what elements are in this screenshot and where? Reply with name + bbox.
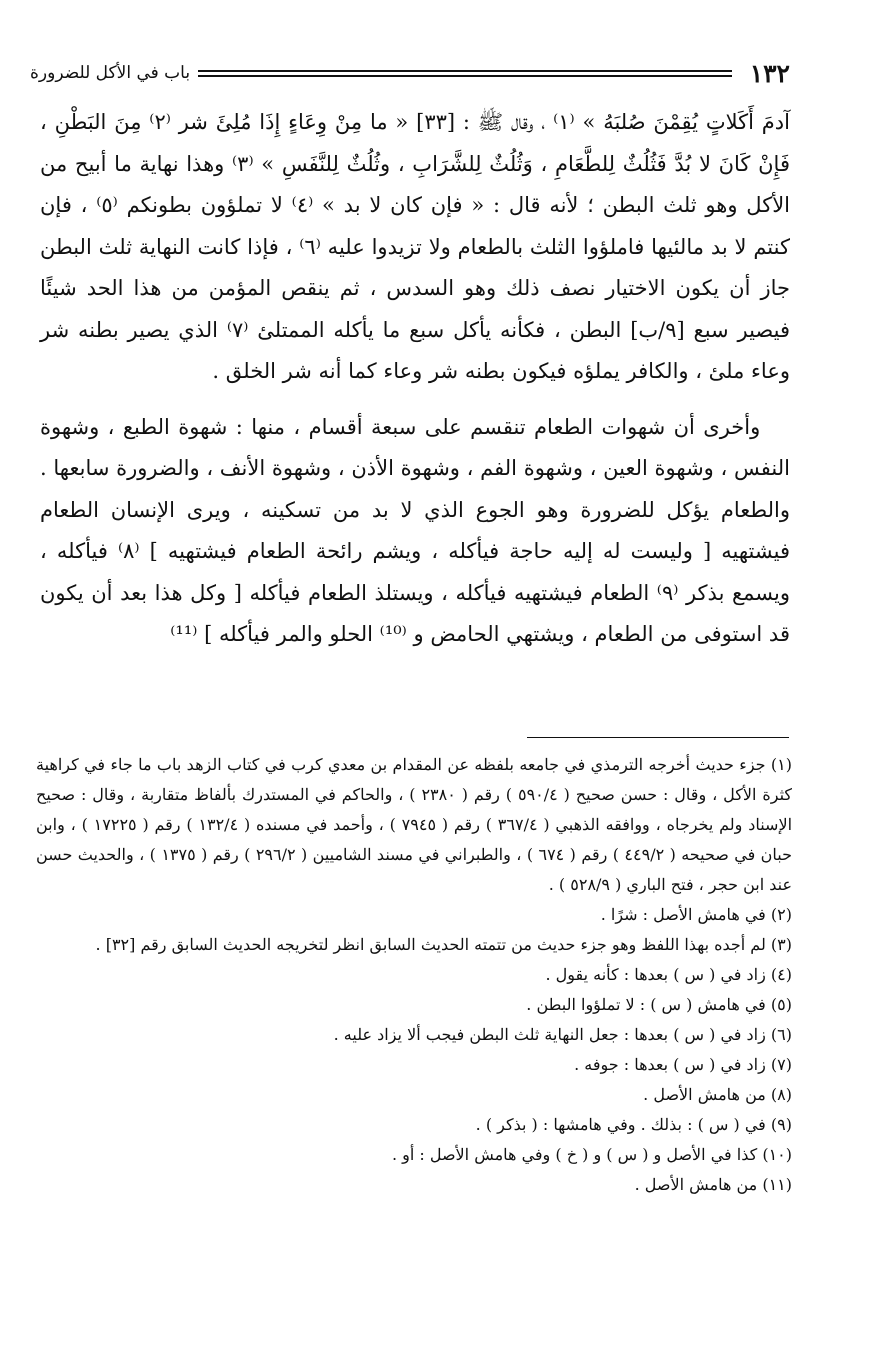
- text-line: آدمَ أَكَلاتٍ يُقِمْنَ صُلبَهُ » ⁽١⁾ ، وقال ﷺ : [٣٣] « ما مِنْ وِعَاءٍ إِذَا مُلِئَ شر ⁽٢⁾ مِنَ: [106, 110, 790, 134]
- text-line: المؤمن من هذا الحد شيئًا فيصير سبع [٩/ب] البطن ، فكأنه يأكل سبع ما يأكله: [40, 276, 790, 342]
- text-line: ما أبيح من الأكل وهو ثلث البطن ؛ لأنه قال : « فإن كان لا بد » ⁽٤⁾ لا تملؤون: [40, 151, 790, 217]
- text-line: الممتلئ ⁽٧⁾ الذي يصير بطنه شر وعاء ملئ ، والكافر يملؤه فيكون بطنه شر وعاء كما أنه: [40, 317, 790, 383]
- text-line: بطونكم ⁽٥⁾ ، فإن كنتم لا بد مالئيها فاملؤوا الثلث بالطعام ولا تزيدوا عليه ⁽٦⁾ ، فإذا: [40, 193, 790, 259]
- page-header: [30, 58, 790, 88]
- paragraph-2: [40, 407, 790, 656]
- footnote-10: (١٠) كذا في الأصل و ( س ) و ( خ ) وفي هامش الأصل : أو .: [391, 1145, 792, 1164]
- paragraph-1: [40, 102, 790, 393]
- footnote-line: (١) جزء حديث أخرجه الترمذي في جامعه بلفظه عن المقدام بن معدي كرب في كتاب الزهد باب ما جاء: [105, 755, 792, 774]
- footnote-separator: [527, 737, 789, 738]
- chapter-title: باب في الأكل للضرورة: [30, 63, 191, 83]
- footnotes: [36, 750, 792, 1200]
- footnote-8: (٨) من هامش الأصل .: [643, 1085, 792, 1104]
- footnote-line: متقاربة ، وقال : صحيح الإسناد ولم يخرجاه ، ووافقه الذهبي ( ٣٦٧/٤ ) رقم ( ٧٩٤٥ ) ، وأحمد في: [36, 785, 793, 834]
- footnote-7: (٧) زاد في ( س ) بعدها : جوفه .: [574, 1055, 792, 1074]
- page-number: ١٣٢: [749, 58, 790, 88]
- text-line: بعد أن يكون قد استوفى من الطعام ، ويشتهي الحامض و ⁽¹⁰⁾ الحلو والمر فيأكله ] ⁽¹¹⁾: [40, 580, 790, 646]
- main-text: [40, 102, 790, 656]
- footnote-11: (١١) من هامش الأصل .: [634, 1175, 792, 1194]
- text-line: وأخرى أن شهوات الطعام تنقسم على سبعة أقسام ، منها : شهوة الطبع ، وشهوة: [40, 414, 761, 439]
- footnote-4: (٤) زاد في ( س ) بعدها : كأنه يقول .: [545, 965, 792, 984]
- footnote-9: (٩) في ( س ) : بذلك . وفي هامشها : ( بذكر ) .: [475, 1115, 792, 1134]
- footnote-line: مسند الشاميين ( ٢٩٦/٢ ) رقم ( ١٣٧٥ ) ، والحديث حسن عند ابن حجر ، فتح الباري ( ٥٢٨/٩ ) .: [36, 845, 792, 894]
- text-line: البَطْنِ ، فَإِنْ كَانَ لا بُدَّ فَثُلُثٌ لِلطَّعَامِ ، وَثُلُثٌ لِلشَّرَابِ ، وثُلُثٌ لِلنَّفَسِ » ⁽٣⁾ وهذا نهاية: [40, 110, 790, 176]
- text-line: الطعام فيشتهيه [ وليست له إليه حاجة فيأكله ، ويشم رائحة الطعام فيشتهيه ] ⁽٨⁾: [40, 497, 790, 563]
- footnote-2: (٢) في هامش الأصل : شرًا .: [600, 905, 792, 924]
- footnote-line: في كراهية كثرة الأكل ، وقال : حسن صحيح ( ٥٩٠/٤ ) رقم ( ٢٣٨٠ ) ، والحاكم في المستدرك بألفاظ: [36, 755, 793, 804]
- footnote-6: (٦) زاد في ( س ) بعدها : جعل النهاية ثلث البطن فيجب ألا يزاد عليه .: [333, 1025, 792, 1044]
- text-line: شر الخلق .: [212, 359, 312, 383]
- footnote-5: (٥) في هامش ( س ) : لا تملؤوا البطن .: [526, 995, 792, 1014]
- header-rule: [198, 70, 732, 77]
- footnote-1: [36, 750, 792, 900]
- footnote-line: مسنده ( ١٣٢/٤ ) رقم ( ١٧٢٢٥ ) ، وابن حبان في صحيحه ( ٤٤٩/٢ ) رقم ( ٦٧٤ ) ، والطبراني في: [36, 815, 793, 864]
- text-line: كانت النهاية ثلث البطن جاز أن يكون الاختيار نصف ذلك وهو السدس ، ثم ينقص: [40, 234, 790, 300]
- text-line: النفس ، وشهوة العين ، وشهوة الفم ، وشهوة الأذن ، وشهوة الأنف ، والضرورة: [109, 456, 790, 480]
- footnote-3: (٣) لم أجده بهذا اللفظ وهو جزء حديث من تتمته الحديث السابق انظر لتخريجه الحديث السابق رقم [٣٢] .: [95, 935, 792, 954]
- text-line: فيأكله ، ويسمع بذكر ⁽٩⁾ الطعام فيشتهيه فيأكله ، ويستلذ الطعام فيأكله [ وكل هذا: [40, 539, 791, 605]
- text-line: سابعها . والطعام يؤكل للضرورة وهو الجوع الذي لا بد من تسكينه ، ويرى الإنسان: [40, 456, 790, 522]
